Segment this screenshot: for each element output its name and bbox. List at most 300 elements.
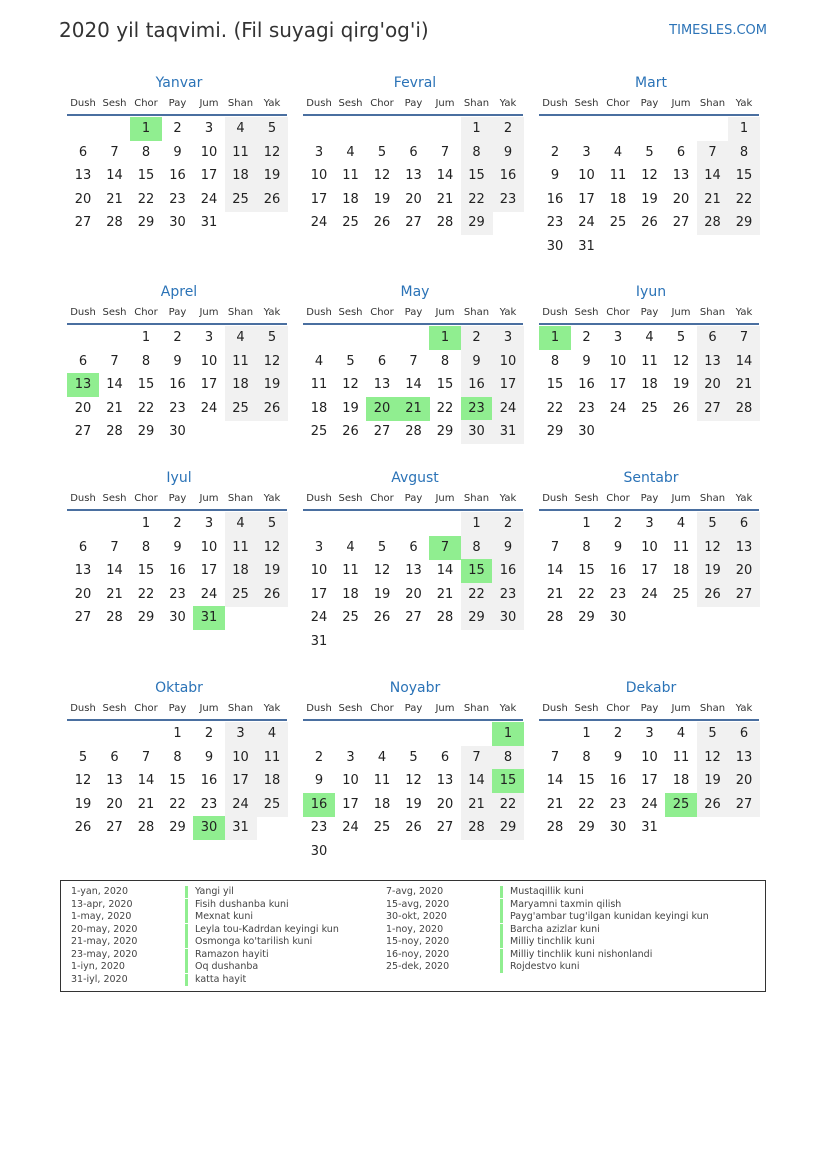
- day-cell: 21: [106, 400, 123, 416]
- day-cell: 27: [672, 215, 690, 231]
- day-cell: 30: [578, 424, 595, 440]
- day-cell: 20: [106, 796, 123, 812]
- legend-holiday-name: Osmonga ko'tarilish kuni: [185, 936, 312, 948]
- month-name: Aprel: [160, 284, 198, 300]
- day-cell: 29: [728, 211, 760, 235]
- day-cell: 24: [200, 586, 218, 602]
- day-cell: 2: [492, 512, 524, 536]
- weekday-label: Chor: [606, 493, 630, 504]
- day-cell: 1: [461, 117, 493, 141]
- day-cell: 2: [550, 144, 560, 160]
- day-cell: 17: [641, 773, 658, 789]
- page-title: 2020 yil taqvimi. (Fil suyagi qirg'og'i): [59, 18, 429, 42]
- legend-date: 21-may, 2020: [71, 936, 138, 947]
- weekday-label: Pay: [640, 493, 659, 504]
- day-cell: 6: [728, 512, 760, 536]
- holiday-day-cell: 13: [67, 373, 99, 397]
- header-rule: [67, 114, 287, 116]
- legend-holiday-name: katta hayit: [185, 974, 246, 986]
- day-cell: 24: [310, 610, 328, 626]
- day-cell: 1: [461, 512, 493, 536]
- day-cell: 12: [256, 350, 288, 374]
- day-cell: 27: [728, 793, 760, 817]
- weekday-label: Yak: [263, 307, 281, 318]
- day-cell: 28: [106, 610, 123, 626]
- weekday-label: Yak: [735, 703, 753, 714]
- day-cell: 5: [346, 353, 355, 369]
- month-name: Dekabr: [625, 680, 677, 696]
- day-cell: 19: [256, 559, 288, 583]
- day-cell: 18: [672, 773, 690, 789]
- legend-date: 23-may, 2020: [71, 948, 138, 960]
- weekday-label: Jum: [435, 703, 455, 714]
- weekday-label: Yak: [263, 493, 281, 504]
- month-name: Sentabr: [623, 470, 679, 486]
- day-cell: 28: [728, 397, 760, 421]
- day-cell: 15: [436, 377, 454, 393]
- day-cell: 9: [613, 539, 623, 555]
- day-cell: 8: [728, 141, 760, 165]
- day-cell: 11: [256, 746, 288, 770]
- day-cell: 19: [256, 373, 288, 397]
- day-cell: 27: [405, 215, 422, 231]
- day-cell: 15: [461, 164, 493, 188]
- day-cell: 18: [310, 400, 328, 416]
- day-cell: 3: [204, 516, 214, 531]
- weekday-label: Pay: [404, 98, 423, 109]
- day-cell: 28: [546, 610, 564, 626]
- weekday-label: Sesh: [102, 307, 127, 318]
- header-rule: [303, 719, 523, 721]
- day-cell: 27: [405, 610, 422, 626]
- weekday-label: Yak: [499, 493, 517, 504]
- day-cell: 8: [582, 749, 591, 765]
- day-cell: 7: [728, 326, 760, 350]
- day-cell: 6: [78, 539, 88, 555]
- day-cell: 3: [204, 330, 214, 345]
- day-cell: 4: [613, 144, 623, 160]
- day-cell: 4: [346, 539, 355, 555]
- holiday-day-cell: 23: [461, 397, 493, 421]
- day-cell: 30: [169, 424, 186, 440]
- day-cell: 27: [74, 610, 92, 626]
- day-cell: 6: [377, 353, 387, 369]
- day-cell: 10: [641, 539, 658, 555]
- day-cell: 22: [461, 188, 493, 212]
- day-cell: 27: [106, 820, 123, 836]
- day-cell: 5: [256, 326, 288, 350]
- day-cell: 12: [342, 377, 359, 393]
- day-cell: 23: [492, 188, 524, 212]
- day-cell: 5: [78, 749, 88, 765]
- day-cell: 14: [106, 563, 123, 579]
- day-cell: 13: [74, 168, 92, 184]
- day-cell: 19: [373, 191, 391, 207]
- weekday-label: Jum: [671, 493, 691, 504]
- day-cell: 21: [461, 793, 493, 817]
- day-cell: 28: [106, 215, 123, 231]
- weekday-label: Chor: [134, 703, 158, 714]
- day-cell: 21: [436, 191, 454, 207]
- day-cell: 22: [137, 191, 155, 207]
- holiday-day-cell: 31: [193, 606, 225, 630]
- month-name: Iyul: [166, 470, 192, 486]
- day-cell: 2: [173, 516, 182, 531]
- day-cell: 7: [110, 353, 119, 369]
- day-cell: 24: [641, 796, 658, 812]
- weekday-label: Sesh: [102, 703, 127, 714]
- day-cell: 4: [346, 144, 355, 160]
- day-cell: 19: [697, 559, 729, 583]
- legend-date: 7-avg, 2020: [386, 886, 444, 897]
- day-cell: 5: [645, 144, 654, 160]
- day-cell: 17: [578, 191, 595, 207]
- weekday-label: Pay: [640, 98, 659, 109]
- day-cell: 3: [314, 539, 324, 555]
- day-cell: 2: [173, 330, 182, 345]
- day-cell: 4: [314, 353, 324, 369]
- day-cell: 29: [492, 816, 524, 840]
- legend-date: 30-okt, 2020: [386, 911, 447, 922]
- day-cell: 18: [373, 796, 391, 812]
- day-cell: 3: [645, 516, 654, 531]
- weekday-label: Chor: [134, 493, 158, 504]
- day-cell: 25: [256, 793, 288, 817]
- legend-date: 1-may, 2020: [71, 911, 132, 922]
- day-cell: 9: [173, 539, 182, 555]
- weekday-label: Shan: [227, 703, 254, 714]
- day-cell: 22: [492, 793, 524, 817]
- day-cell: 8: [582, 539, 591, 555]
- legend-holiday-name: Ramazon hayiti: [185, 949, 269, 961]
- day-cell: 11: [342, 563, 359, 579]
- day-cell: 11: [672, 749, 690, 765]
- day-cell: 16: [609, 773, 627, 789]
- weekday-label: Shan: [227, 493, 254, 504]
- day-cell: 25: [225, 397, 257, 421]
- day-cell: 22: [461, 583, 493, 607]
- weekday-label: Shan: [699, 703, 726, 714]
- day-cell: 25: [609, 215, 627, 231]
- weekday-label: Sesh: [102, 493, 127, 504]
- day-cell: 8: [550, 353, 560, 369]
- day-cell: 12: [405, 773, 422, 789]
- day-cell: 11: [225, 536, 257, 560]
- day-cell: 29: [137, 610, 155, 626]
- day-cell: 4: [225, 326, 257, 350]
- weekday-label: Dush: [542, 307, 568, 318]
- day-cell: 26: [373, 215, 391, 231]
- weekday-label: Pay: [640, 307, 659, 318]
- day-cell: 19: [641, 191, 658, 207]
- day-cell: 29: [578, 820, 595, 836]
- day-cell: 12: [373, 563, 391, 579]
- day-cell: 18: [672, 563, 690, 579]
- header-rule: [67, 719, 287, 721]
- day-cell: 27: [728, 583, 760, 607]
- day-cell: 28: [461, 816, 493, 840]
- month-name: Yanvar: [155, 75, 203, 91]
- legend-date: 1-yan, 2020: [71, 886, 128, 897]
- day-cell: 29: [461, 211, 493, 235]
- day-cell: 17: [225, 769, 257, 793]
- legend-date: 13-apr, 2020: [71, 898, 133, 910]
- day-cell: 18: [225, 164, 257, 188]
- day-cell: 13: [728, 746, 760, 770]
- day-cell: 30: [609, 610, 627, 626]
- legend-holiday-name: Milliy tinchlik kuni: [500, 936, 595, 948]
- day-cell: 7: [110, 539, 119, 555]
- day-cell: 25: [342, 215, 359, 231]
- day-cell: 22: [728, 188, 760, 212]
- day-cell: 13: [436, 773, 454, 789]
- day-cell: 16: [492, 559, 524, 583]
- weekday-label: Yak: [735, 493, 753, 504]
- day-cell: 7: [550, 539, 560, 555]
- day-cell: 10: [578, 168, 595, 184]
- legend-holiday-name: Milliy tinchlik kuni nishonlandi: [500, 949, 652, 961]
- day-cell: 19: [405, 796, 422, 812]
- day-cell: 9: [492, 536, 524, 560]
- day-cell: 26: [373, 610, 391, 626]
- weekday-label: Dush: [542, 493, 568, 504]
- day-cell: 27: [74, 424, 92, 440]
- day-cell: 21: [546, 586, 564, 602]
- day-cell: 26: [74, 820, 92, 836]
- day-cell: 20: [697, 373, 729, 397]
- day-cell: 15: [137, 168, 155, 184]
- day-cell: 4: [225, 512, 257, 536]
- day-cell: 18: [342, 191, 359, 207]
- weekday-label: Shan: [699, 98, 726, 109]
- weekday-label: Jum: [435, 98, 455, 109]
- day-cell: 17: [641, 563, 658, 579]
- day-cell: 2: [582, 330, 591, 345]
- weekday-label: Pay: [168, 703, 187, 714]
- day-cell: 30: [310, 844, 328, 859]
- day-cell: 17: [200, 377, 218, 393]
- day-cell: 2: [461, 326, 493, 350]
- day-cell: 7: [697, 141, 729, 165]
- weekday-label: Dush: [70, 703, 96, 714]
- weekday-label: Sesh: [338, 98, 363, 109]
- weekday-label: Sesh: [574, 703, 599, 714]
- day-cell: 15: [578, 563, 595, 579]
- day-cell: 25: [373, 820, 391, 836]
- day-cell: 11: [373, 773, 391, 789]
- holiday-legend: [60, 880, 766, 992]
- day-cell: 14: [106, 168, 123, 184]
- day-cell: 16: [546, 191, 564, 207]
- day-cell: 4: [645, 330, 654, 345]
- legend-holiday-name: Mexnat kuni: [185, 911, 253, 923]
- day-cell: 23: [492, 583, 524, 607]
- holiday-day-cell: 21: [398, 397, 430, 421]
- day-cell: 24: [200, 400, 218, 416]
- day-cell: 9: [173, 144, 182, 160]
- legend-date: 1-iyn, 2020: [71, 961, 125, 972]
- day-cell: 6: [409, 144, 418, 160]
- weekday-label: Jum: [199, 493, 219, 504]
- day-cell: 6: [110, 749, 119, 765]
- day-cell: 20: [74, 586, 92, 602]
- day-cell: 18: [225, 559, 257, 583]
- weekday-label: Jum: [671, 703, 691, 714]
- day-cell: 1: [141, 330, 151, 345]
- weekday-label: Shan: [227, 98, 254, 109]
- day-cell: 26: [697, 583, 729, 607]
- day-cell: 28: [436, 215, 454, 231]
- day-cell: 3: [314, 144, 324, 160]
- weekday-label: Sesh: [574, 307, 599, 318]
- day-cell: 31: [310, 634, 328, 649]
- day-cell: 11: [342, 168, 359, 184]
- day-cell: 17: [200, 563, 218, 579]
- day-cell: 15: [169, 773, 186, 789]
- day-cell: 5: [676, 330, 686, 345]
- day-cell: 5: [697, 512, 729, 536]
- day-cell: 12: [697, 746, 729, 770]
- weekday-label: Chor: [134, 98, 158, 109]
- day-cell: 28: [405, 424, 422, 440]
- weekday-label: Sesh: [338, 307, 363, 318]
- day-cell: 26: [672, 400, 690, 416]
- day-cell: 3: [204, 121, 214, 136]
- day-cell: 16: [200, 773, 218, 789]
- day-cell: 24: [609, 400, 627, 416]
- day-cell: 23: [546, 215, 564, 231]
- day-cell: 13: [697, 350, 729, 374]
- day-cell: 1: [582, 516, 591, 531]
- weekday-label: Sesh: [574, 98, 599, 109]
- legend-holiday-name: Yangi yil: [185, 886, 234, 898]
- day-cell: 29: [137, 215, 155, 231]
- day-cell: 22: [546, 400, 564, 416]
- weekday-label: Pay: [404, 307, 423, 318]
- day-cell: 9: [461, 350, 493, 374]
- day-cell: 13: [672, 168, 690, 184]
- day-cell: 7: [461, 746, 493, 770]
- day-cell: 30: [609, 820, 627, 836]
- day-cell: 28: [436, 610, 454, 626]
- legend-holiday-name: Payg'ambar tug'ilgan kunidan keyingi kun: [500, 911, 709, 923]
- day-cell: 9: [204, 749, 214, 765]
- day-cell: 21: [436, 586, 454, 602]
- day-cell: 6: [409, 539, 418, 555]
- weekday-label: Chor: [134, 307, 158, 318]
- day-cell: 3: [613, 330, 623, 345]
- day-cell: 23: [169, 400, 186, 416]
- day-cell: 13: [74, 563, 92, 579]
- day-cell: 10: [200, 144, 218, 160]
- month-name: Iyun: [635, 284, 667, 300]
- day-cell: 31: [578, 239, 595, 254]
- weekday-label: Jum: [435, 307, 455, 318]
- day-cell: 24: [310, 215, 328, 231]
- day-cell: 12: [641, 168, 658, 184]
- day-cell: 2: [314, 749, 324, 765]
- month-name: Fevral: [393, 75, 437, 91]
- day-cell: 4: [225, 117, 257, 141]
- holiday-day-cell: 1: [492, 722, 524, 746]
- day-cell: 26: [256, 583, 288, 607]
- day-cell: 26: [256, 397, 288, 421]
- day-cell: 12: [256, 141, 288, 165]
- day-cell: 25: [342, 610, 359, 626]
- day-cell: 14: [546, 563, 564, 579]
- holiday-day-cell: 7: [429, 536, 461, 560]
- day-cell: 30: [461, 420, 493, 444]
- weekday-label: Yak: [735, 307, 753, 318]
- day-cell: 8: [141, 353, 151, 369]
- day-cell: 6: [697, 326, 729, 350]
- day-cell: 30: [169, 215, 186, 231]
- day-cell: 14: [461, 769, 493, 793]
- day-cell: 15: [137, 563, 155, 579]
- weekday-label: Pay: [640, 703, 659, 714]
- day-cell: 27: [697, 397, 729, 421]
- day-cell: 14: [405, 377, 422, 393]
- day-cell: 7: [141, 749, 151, 765]
- day-cell: 28: [106, 424, 123, 440]
- weekday-label: Shan: [463, 493, 490, 504]
- site-link[interactable]: TIMESLES.COM: [669, 23, 767, 38]
- weekday-label: Sesh: [102, 98, 127, 109]
- day-cell: 5: [377, 539, 387, 555]
- weekday-label: Dush: [70, 98, 96, 109]
- weekday-label: Shan: [227, 307, 254, 318]
- weekday-label: Shan: [699, 307, 726, 318]
- holiday-day-cell: 15: [461, 559, 493, 583]
- legend-holiday-name: Fisih dushanba kuni: [185, 899, 289, 911]
- holiday-day-cell: 1: [429, 326, 461, 350]
- day-cell: 21: [137, 796, 155, 812]
- weekday-label: Pay: [168, 307, 187, 318]
- day-cell: 31: [200, 215, 218, 231]
- legend-date: 16-noy, 2020: [386, 948, 450, 960]
- day-cell: 20: [728, 559, 760, 583]
- day-cell: 23: [609, 586, 627, 602]
- day-cell: 26: [641, 215, 658, 231]
- day-cell: 30: [546, 239, 564, 254]
- day-cell: 12: [373, 168, 391, 184]
- day-cell: 23: [200, 796, 218, 812]
- day-cell: 15: [578, 773, 595, 789]
- day-cell: 5: [256, 512, 288, 536]
- day-cell: 26: [405, 820, 422, 836]
- day-cell: 21: [106, 191, 123, 207]
- day-cell: 13: [405, 563, 422, 579]
- day-cell: 9: [173, 353, 182, 369]
- day-cell: 10: [310, 563, 328, 579]
- day-cell: 22: [137, 400, 155, 416]
- day-cell: 6: [676, 144, 686, 160]
- day-cell: 18: [342, 586, 359, 602]
- legend-holiday-name: Oq dushanba: [185, 961, 258, 973]
- weekday-label: Dush: [306, 493, 332, 504]
- day-cell: 29: [461, 606, 493, 630]
- day-cell: 25: [672, 586, 690, 602]
- day-cell: 20: [672, 191, 690, 207]
- holiday-day-cell: 20: [366, 397, 398, 421]
- day-cell: 1: [141, 516, 151, 531]
- day-cell: 6: [728, 722, 760, 746]
- day-cell: 19: [74, 796, 92, 812]
- weekday-label: Pay: [404, 493, 423, 504]
- day-cell: 23: [169, 586, 186, 602]
- day-cell: 13: [373, 377, 391, 393]
- weekday-label: Jum: [199, 98, 219, 109]
